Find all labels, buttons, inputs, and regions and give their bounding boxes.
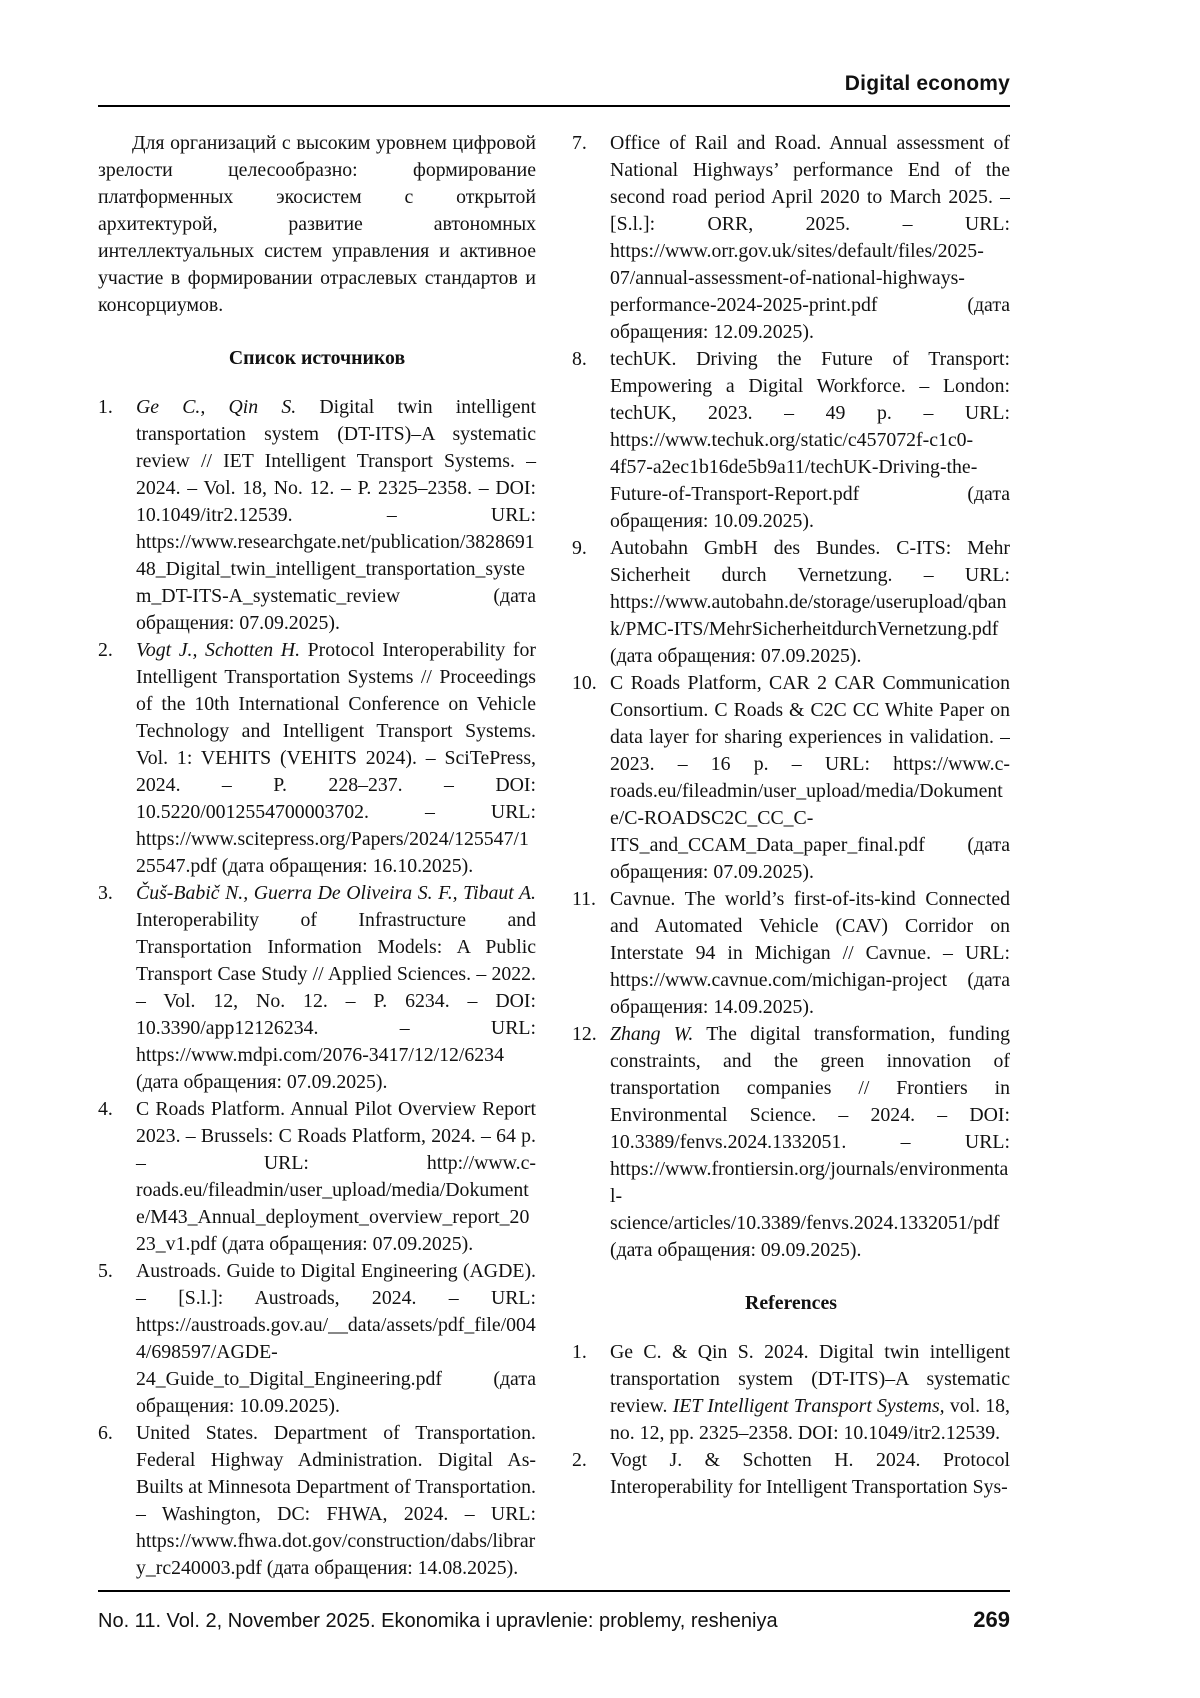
reference-text: Čuš-Babič N., Guerra De Oliveira S. F., Tibaut A. Interoperability of Infrastructure and Transportation Information Models: A Public Transport Case Study // Applied Sciences. – 2022. – Vol. 12, No. 12. – P. 6234. – DOI: 10.3390/app12126234. – URL: https://www.mdpi.com/2076-3417/12/12/6234 (дата обращения: 07.09.2025).: [136, 882, 536, 1093]
reference-text: Vogt J., Schotten H. Protocol Interoperability for Intelligent Transportation Systems // Proceedings of the 10th International Conference on Vehicle Technology and Intelligent Transport Systems. Vol. 1: VEHITS (VEHITS 2024). – SciTePress, 2024. – P. 228–237. – DOI: 10.5220/0012554700003702. – URL: https://www.scitepress.org/Papers/2024/125547/125547.pdf (дата обращения: 16.10.2025).: [136, 639, 536, 877]
reference-item: [572, 1021, 1010, 1264]
reference-number: 8.: [572, 348, 587, 370]
reference-item: [572, 886, 1010, 1021]
reference-authors: Zhang W.: [610, 1023, 694, 1045]
references-heading: References: [745, 1292, 837, 1314]
reference-text: techUK. Driving the Future of Transport: Empowering a Digital Workforce. – London: techUK, 2023. – 49 p. – URL: https://www.techuk.org/static/c457072f-c1c0-4f57-a2ec1b16de5b9a11/techUK-Driving-the-Future-of-Transport-Report.pdf (дата обращения: 10.09.2025).: [610, 348, 1010, 532]
reference-item: [572, 1447, 1010, 1501]
reference-text: Ge C., Qin S. Digital twin intelligent transportation system (DT-ITS)–A systematic review // IET Intelligent Transport Systems. – 2024. – Vol. 18, No. 12. – P. 2325–2358. – DOI: 10.1049/itr2.12539. – URL: https://www.researchgate.net/publication/382869148_Digital_twin_intelligent_transportation_system_DT-ITS-A_systematic_review (дата обращения: 07.09.2025).: [136, 396, 536, 634]
reference-authors: Vogt J., Schotten H.: [136, 639, 301, 661]
reference-item: [98, 1420, 536, 1582]
reference-text: Office of Rail and Road. Annual assessment of National Highways’ performance End of the second road period April 2020 to March 2025. – [S.l.]: ORR, 2025. – URL: https://www.orr.gov.uk/sites/default/files/2025-07/annual-assessment-of-national-highways-performance-2024-2025-print.pdf (дата обращения: 12.09.2025).: [610, 132, 1010, 343]
reference-item: [98, 1258, 536, 1420]
reference-item: [572, 130, 1010, 346]
reference-text: Zhang W. The digital transformation, funding constraints, and the green innovation of transportation companies // Frontiers in Environmental Science. – 2024. – DOI: 10.3389/fenvs.2024.1332051. – URL: https://www.frontiersin.org/journals/environmental-science/articles/10.3389/fenvs.2024.1332051/pdf (дата обращения: 09.09.2025).: [610, 1023, 1010, 1261]
reference-journal: IET Intelligent Transport Systems,: [672, 1395, 945, 1417]
reference-text: Autobahn GmbH des Bundes. C-ITS: Mehr Sicherheit durch Vernetzung. – URL: https://www.autobahn.de/storage/userupload/qbank/PMC-ITS/MehrSicherheitdurchVernetzung.pdf (дата обращения: 07.09.2025).: [610, 537, 1010, 667]
reference-number: 6.: [98, 1422, 113, 1444]
reference-text: Cavnue. The world’s first-of-its-kind Connected and Automated Vehicle (CAV) Corridor on Interstate 94 in Michigan // Cavnue. – URL: https://www.cavnue.com/michigan-project (дата обращения: 14.09.2025).: [610, 888, 1010, 1018]
page-footer: [98, 1590, 1010, 1633]
reference-text: C Roads Platform, CAR 2 CAR Communication Consortium. C Roads & C2C CC White Paper on data layer for sharing experiences in validation. – 2023. – 16 p. – URL: https://www.c-roads.eu/fileadmin/user_upload/media/Dokumente/C-ROADSC2C_CC_C-ITS_and_CCAM_Data_paper_final.pdf (дата обращения: 07.09.2025).: [610, 672, 1010, 883]
reference-item: [572, 346, 1010, 535]
footer-journal-info: No. 11. Vol. 2, November 2025. Ekonomika i upravlenie: problemy, resheniya: [98, 1610, 778, 1632]
reference-number: 10.: [572, 672, 597, 694]
reference-number: 1.: [98, 396, 113, 418]
reference-text: Austroads. Guide to Digital Engineering (AGDE). – [S.l.]: Austroads, 2024. – URL: https://austroads.gov.au/__data/assets/pdf_file/0044/698597/AGDE-24_Guide_to_Digital_Engineering.pdf (дата обращения: 10.09.2025).: [136, 1260, 536, 1417]
page-header: [98, 72, 1010, 107]
reference-item: [98, 880, 536, 1096]
reference-number: 3.: [98, 882, 113, 904]
reference-text: Ge C. & Qin S. 2024. Digital twin intelligent transportation system (DT-ITS)–A systematic review. IET Intelligent Transport Systems, vol. 18, no. 12, pp. 2325–2358. DOI: 10.1049/itr2.12539.: [610, 1341, 1010, 1444]
sources-heading: Список источников: [228, 347, 406, 369]
intro-paragraph: Для организаций с высоким уровнем цифровой зрелости целесообразно: формирование платформенных экосистем с открытой архитектурой, развитие автономных интеллектуальных систем управления и активное участие в формировании отраслевых стандартов и консорциумов.: [98, 132, 536, 316]
reference-item: [98, 637, 536, 880]
reference-text: United States. Department of Transportation. Federal Highway Administration. Digital As-Builts at Minnesota Department of Transportation. – Washington, DC: FHWA, 2024. – URL: https://www.fhwa.dot.gov/construction/dabs/library_rc240003.pdf (дата обращения: 14.08.2025).: [136, 1422, 536, 1579]
reference-number: 4.: [98, 1098, 113, 1120]
footer-page-number: 269: [973, 1607, 1010, 1632]
header-divider: [98, 105, 1010, 107]
reference-text: C Roads Platform. Annual Pilot Overview Report 2023. – Brussels: C Roads Platform, 2024. – 64 p. – URL: http://www.c-roads.eu/fileadmin/user_upload/media/Dokumente/M43_Annual_deployment_overview_report_2023_v1.pdf (дата обращения: 07.09.2025).: [136, 1098, 536, 1255]
reference-number: 1.: [572, 1341, 587, 1363]
page-content: [98, 130, 1010, 1582]
reference-number: 2.: [98, 639, 113, 661]
reference-number: 2.: [572, 1449, 587, 1471]
reference-text: Vogt J. & Schotten H. 2024. Protocol Interoperability for Intelligent Transportation Sys-: [610, 1449, 1010, 1498]
reference-number: 11.: [572, 888, 596, 910]
reference-authors: Ge C., Qin S.: [136, 396, 297, 418]
reference-item: [98, 394, 536, 637]
reference-number: 12.: [572, 1023, 597, 1045]
reference-item: [572, 535, 1010, 670]
reference-number: 9.: [572, 537, 587, 559]
reference-number: 7.: [572, 132, 587, 154]
reference-item: [98, 1096, 536, 1258]
running-head-title: Digital economy: [844, 72, 1010, 95]
reference-item: [572, 1339, 1010, 1447]
reference-item: [572, 670, 1010, 886]
reference-authors: Čuš-Babič N., Guerra De Oliveira S. F., Tibaut A.: [136, 882, 536, 904]
reference-number: 5.: [98, 1260, 113, 1282]
